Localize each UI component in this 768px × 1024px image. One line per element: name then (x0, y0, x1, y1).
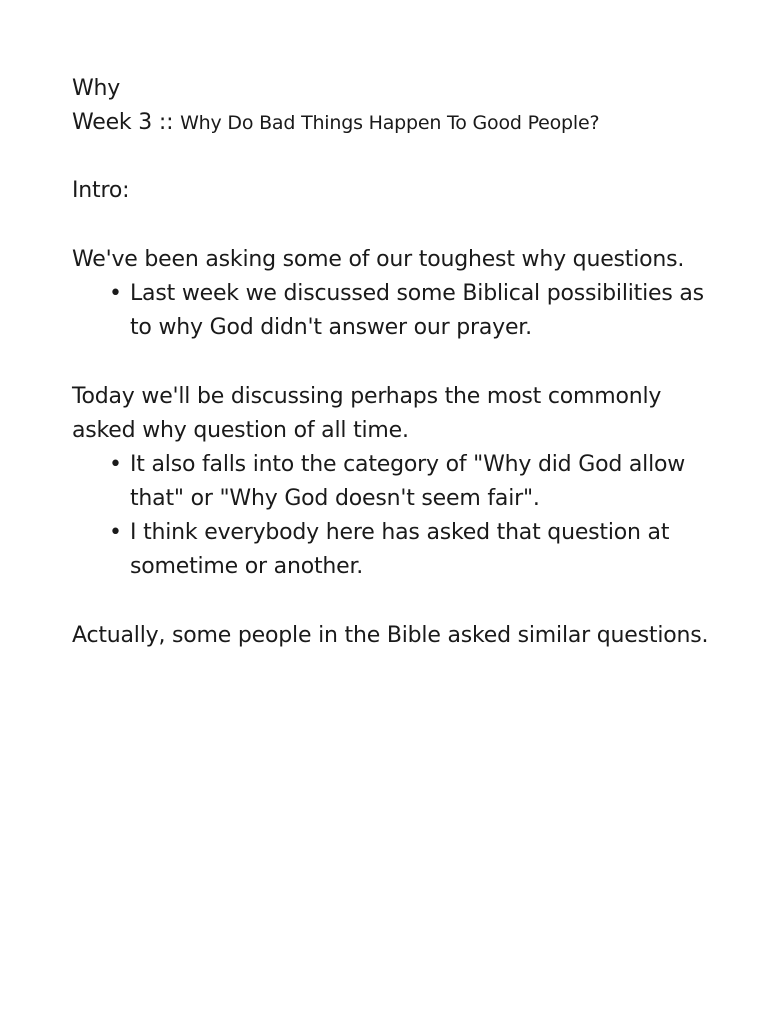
list-item (72, 516, 712, 584)
bullet-dot: • (109, 520, 122, 545)
bullet-dot: • (109, 452, 122, 477)
paragraph-3: Actually, some people in the Bible asked similar questions. (72, 623, 709, 648)
bullet-list-1 (72, 277, 712, 345)
paragraph-1: We've been asking some of our toughest why questions. (72, 247, 685, 272)
bullet-text: Last week we discussed some Biblical possibilities as to why God didn't answer our prayer. (130, 281, 704, 340)
paragraph-2: Today we'll be discussing perhaps the most commonly asked why question of all time. (72, 384, 662, 443)
bullet-list-2 (72, 448, 712, 584)
document-page (72, 72, 712, 653)
week-label: Week 3 :: (72, 110, 181, 135)
week-title: Why Do Bad Things Happen To Good People? (180, 112, 600, 134)
intro-label: Intro: (72, 178, 130, 203)
doc-title: Why (72, 76, 121, 101)
bullet-text: I think everybody here has asked that question at sometime or another. (130, 520, 670, 579)
list-item (72, 448, 712, 516)
doc-week-heading (72, 106, 712, 140)
bullet-dot: • (109, 281, 122, 306)
bullet-text: It also falls into the category of "Why did God allow that" or "Why God doesn't seem fair". (130, 452, 686, 511)
list-item (72, 277, 712, 345)
